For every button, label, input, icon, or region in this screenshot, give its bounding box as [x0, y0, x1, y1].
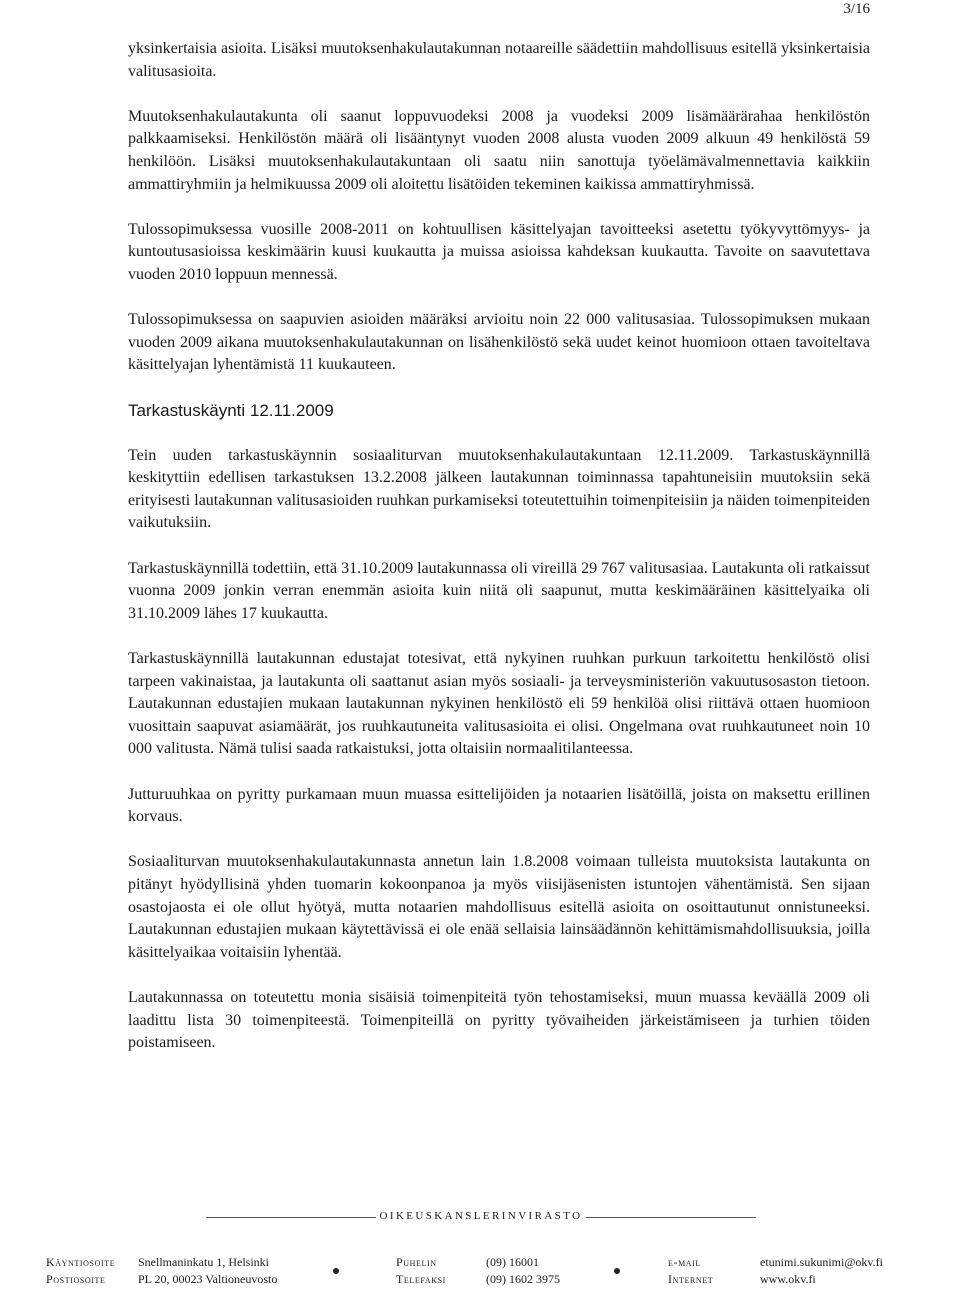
- footer-phone-labels: [396, 1254, 482, 1288]
- email-label: e-mail: [668, 1255, 701, 1269]
- footer-bullet-icon: [333, 1268, 339, 1274]
- paragraph: Sosiaaliturvan muutoksenhakulautakunnasta annetun lain 1.8.2008 voimaan tulleista muutoksista lautakunta on pitänyt hyödyllisinä yhden tuomarin kokoonpanoa ja myös viisijäsenisten istuntojen vähentämistä. Sen sijaan osastojaosta ei ole ollut hyötyä, mutta notaarien mahdollisuus esitellä asioita on osoittautunut onnistuneeksi. Lautakunnan edustajien mukaan käytettävissä ei ole enää sellaisia lainsäädännön kehittämismahdollisuuksia, joilla käsittelyaikaa voitaisiin lyhentää.: [128, 853, 870, 961]
- paragraph: Muutoksenhakulautakunta oli saanut loppuvuodeksi 2008 ja vuodeksi 2009 lisämäärärahaa henkilöstön palkkaamiseksi. Henkilöstön määrä oli lisääntynyt vuoden 2008 alusta vuoden 2009 alkuun 49 henkilöstä 59 henkilöön. Lisäksi muutoksenhakulautakuntaan oli saatu niin sanottuja työelämävalmennettavia kaikkiin ammattiryhmiin ja helmikuussa 2009 oli aloitettu lisätöiden tekeminen kaikissa ammattiryhmissä.: [128, 107, 870, 193]
- paragraph: yksinkertaisia asioita. Lisäksi muutoksenhakulautakunnan notaareille säädettiin mahdollisuus esitellä yksinkertaisia valitusasioita.: [128, 40, 870, 80]
- visiting-address-label: Käyntiosoite: [46, 1255, 116, 1269]
- phone-value: (09) 16001: [486, 1255, 539, 1269]
- footer-address-labels: [46, 1254, 138, 1288]
- paragraph: Tulossopimuksessa vuosille 2008-2011 on kohtuullisen käsittelyajan tavoitteeksi asetettu työkyvyttömyys- ja kuntoutusasioissa keskimäärin kuusi kuukautta ja muissa asioissa kahdeksan kuukautta. Tavoite on saavutettava vuoden 2010 loppuun mennessä.: [128, 220, 870, 283]
- visiting-address-value: Snellmaninkatu 1, Helsinki: [138, 1255, 269, 1269]
- document-body: [128, 38, 870, 1055]
- fax-label: Telefaksi: [396, 1272, 446, 1286]
- phone-label: Puhelin: [396, 1255, 437, 1269]
- paragraph: Tein uuden tarkastuskäynnin sosiaaliturvan muutoksenhakulautakuntaan 12.11.2009. Tarkastuskäynnillä keskityttiin edellisen tarkastuksen 13.2.2008 jälkeen lautakunnan toiminnassa tapahtuneisiin muutoksiin sekä erityisesti lautakunnan valitusasioiden ruuhkan purkamiseksi toteutettuihin toimenpiteisiin ja näiden toimenpiteiden vaikutuksiin.: [128, 446, 870, 532]
- section-heading: Tarkastuskäynti 12.11.2009: [128, 400, 334, 420]
- fax-value: (09) 1602 3975: [486, 1272, 560, 1286]
- footer-rule-right: [586, 1217, 756, 1218]
- paragraph: Tarkastuskäynnillä todettiin, että 31.10.2009 lautakunnassa oli vireillä 29 767 valitusasiaa. Lautakunta oli ratkaissut vuonna 2009 jonkin verran enemmän asioita kuin niitä oli saapunut, mutta keskimääräinen käsittelyaika oli 31.10.2009 lähes 17 kuukautta.: [128, 559, 870, 622]
- email-link[interactable]: etunimi.sukunimi@okv.fi: [760, 1255, 883, 1269]
- paragraph: Lautakunnassa on toteutettu monia sisäisiä toimenpiteitä työn tehostamiseksi, muun muassa keväällä 2009 oli laadittu lista 30 toimenpiteestä. Toimenpiteillä on pyritty työvaiheiden järkeistämiseen ja turhien töiden poistamiseen.: [128, 988, 870, 1052]
- footer-web-values: [760, 1254, 910, 1288]
- footer-phone-values: [486, 1254, 596, 1288]
- footer-rule-left: [206, 1217, 376, 1218]
- website-link[interactable]: www.okv.fi: [760, 1272, 816, 1286]
- paragraph: Jutturuuhkaa on pyritty purkamaan muun muassa esittelijöiden ja notaarien lisätöillä, joista on maksettu erillinen korvaus.: [128, 785, 870, 826]
- footer-organization-logo: [0, 1206, 960, 1228]
- footer-bullet-icon: [614, 1268, 620, 1274]
- footer-address-values: [138, 1254, 328, 1288]
- internet-label: Internet: [668, 1272, 714, 1286]
- organization-name: OIKEUSKANSLERINVIRASTO: [379, 1210, 583, 1222]
- page-number: 3/16: [843, 1, 870, 17]
- postal-address-value: PL 20, 00023 Valtioneuvosto: [138, 1272, 278, 1286]
- paragraph: Tarkastuskäynnillä lautakunnan edustajat totesivat, että nykyinen ruuhkan purkuun tarkoitettu henkilöstö olisi tarpeen vakinaistaa, ja lautakunta oli saattanut asian myös sosiaali- ja terveysministeriön vakuutusosaston tietoon. Lautakunnan edustajien mukaan lautakunnan nykyinen henkilöstö eli 59 henkilöä olisi riittävä ottaen huomioon vuosittain saapuvat asiamäärät, jos ruuhkautuneita valitusasioita ei olisi. Ongelmana ovat ruuhkautuneet noin 10 000 valitusta. Nämä tulisi saada ratkaistuksi, jotta oltaisiin normaalitilanteessa.: [128, 650, 870, 758]
- paragraph: Tulossopimuksessa on saapuvien asioiden määräksi arvioitu noin 22 000 valitusasiaa. Tulossopimuksen mukaan vuoden 2009 aikana muutoksenhakulautakunnan on lisähenkilöstö sekä uudet keinot huomioon ottaen tavoiteltava käsittelyajan lyhentämistä 11 kuukauteen.: [128, 311, 870, 374]
- postal-address-label: Postiosoite: [46, 1272, 106, 1286]
- footer-web-labels: [668, 1254, 756, 1288]
